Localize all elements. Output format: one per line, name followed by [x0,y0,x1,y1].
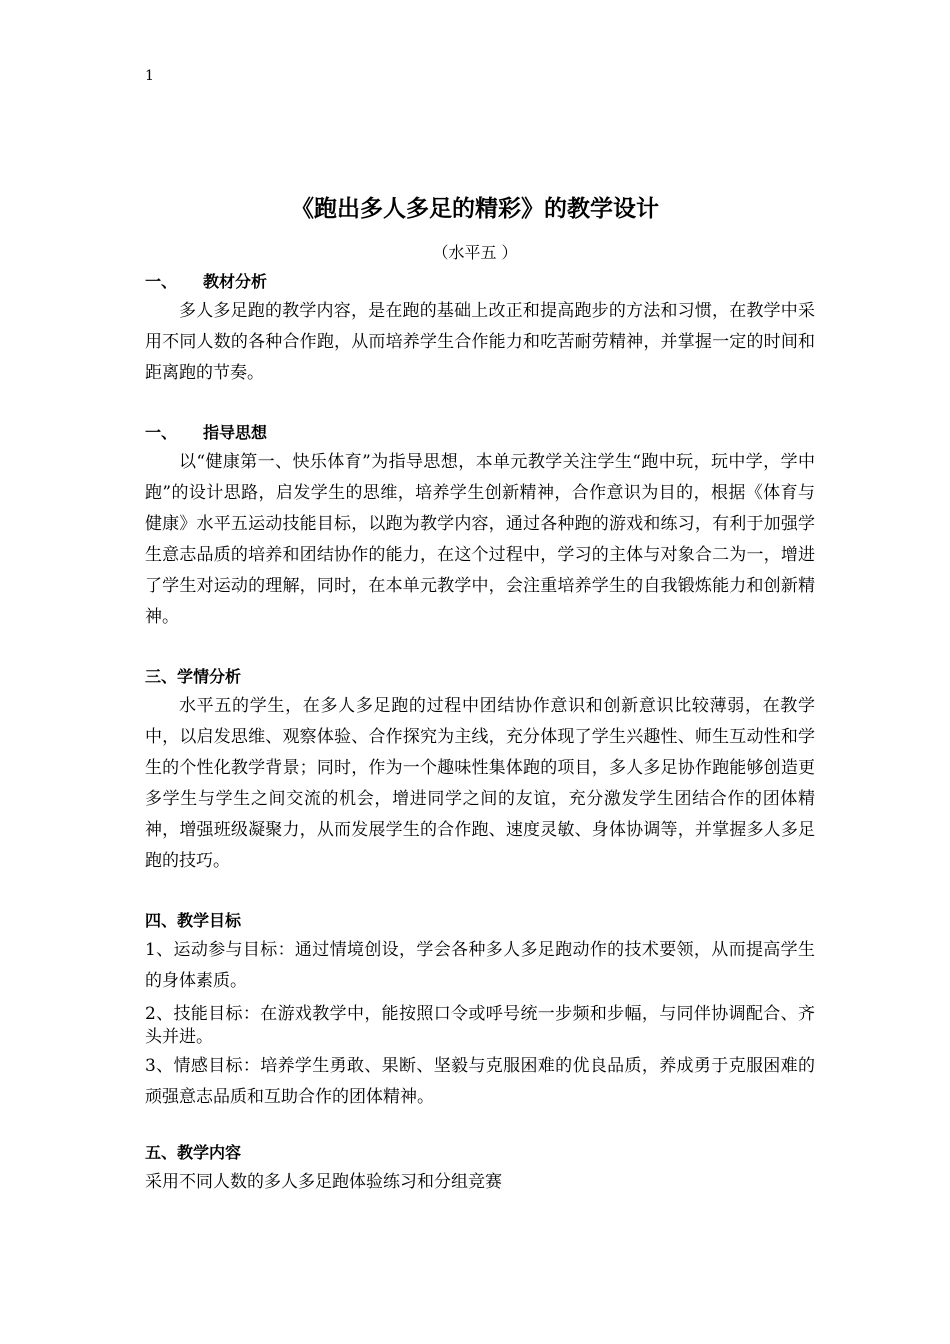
section-teaching-content [145,1139,815,1198]
section-number: 一、 [145,272,178,291]
section-teaching-goals [145,907,815,1113]
section-heading [145,268,815,296]
section-paragraph: 以“健康第一、快乐体育”为指导思想，本单元教学关注学生“跑中玩，玩中学，学中跑”的设计思路，启发学生的思维，培养学生创新精神，合作意识为目的，根据《体育与健康》水平五运动技能目标，以跑为教学内容，通过各种跑的游戏和练习，有利于加强学生意志品质的培养和团结协作的能力，在这个过程中，学习的主体与对象合二为一，增进了学生对运动的理解，同时，在本单元教学中，会注重培养学生的自我锻炼能力和创新精神。 [145,452,815,627]
document-title: 《跑出多人多足的精彩》的教学设计 [291,196,659,222]
section-guiding-ideology [145,419,815,633]
section-heading [145,419,815,447]
content-text: 采用不同人数的多人多足跑体验练习和分组竞赛 [145,1172,502,1192]
section-number: 一、 [145,423,178,442]
goal-item: 3、情感目标：培养学生勇敢、果断、坚毅与克服困难的优良品质，养成勇于克服困难的顽强意志品质和互助合作的团体精神。 [145,1056,815,1107]
section-paragraph: 多人多足跑的教学内容，是在跑的基础上改正和提高跑步的方法和习惯，在教学中采用不同人数的各种合作跑，从而培养学生合作能力和吃苦耐劳精神，并掌握一定的时间和距离跑的节奏。 [145,301,815,383]
section-label: 教材分析 [203,272,268,291]
section-student-analysis [145,663,815,877]
section-label: 指导思想 [203,423,268,442]
goal-item: 1、运动参与目标：通过情境创设，学会各种多人多足跑动作的技术要领，从而提高学生的身体素质。 [145,940,815,991]
section-heading: 五、教学内容 [145,1143,242,1162]
page-number: 1 [145,68,154,84]
goal-item: 2、技能目标：在游戏教学中，能按照口令或呼号统一步频和步幅，与同伴协调配合、齐头并进。 [145,1004,815,1047]
document-subtitle: （水平五 ） [432,243,518,262]
section-heading: 四、教学目标 [145,911,242,930]
section-paragraph: 水平五的学生，在多人多足跑的过程中团结协作意识和创新意识比较薄弱，在教学中，以启发思维、观察体验、合作探究为主线，充分体现了学生兴趣性、师生互动性和学生的个性化教学背景；同时，作为一个趣味性集体跑的项目，多人多足协作跑能够创造更多学生与学生之间交流的机会，增进同学之间的友谊，充分激发学生团结合作的团体精神，增强班级凝聚力，从而发展学生的合作跑、速度灵敏、身体协调等，并掌握多人多足跑的技巧。 [145,696,815,871]
section-heading: 三、学情分析 [145,667,242,686]
section-materials-analysis [145,268,815,389]
